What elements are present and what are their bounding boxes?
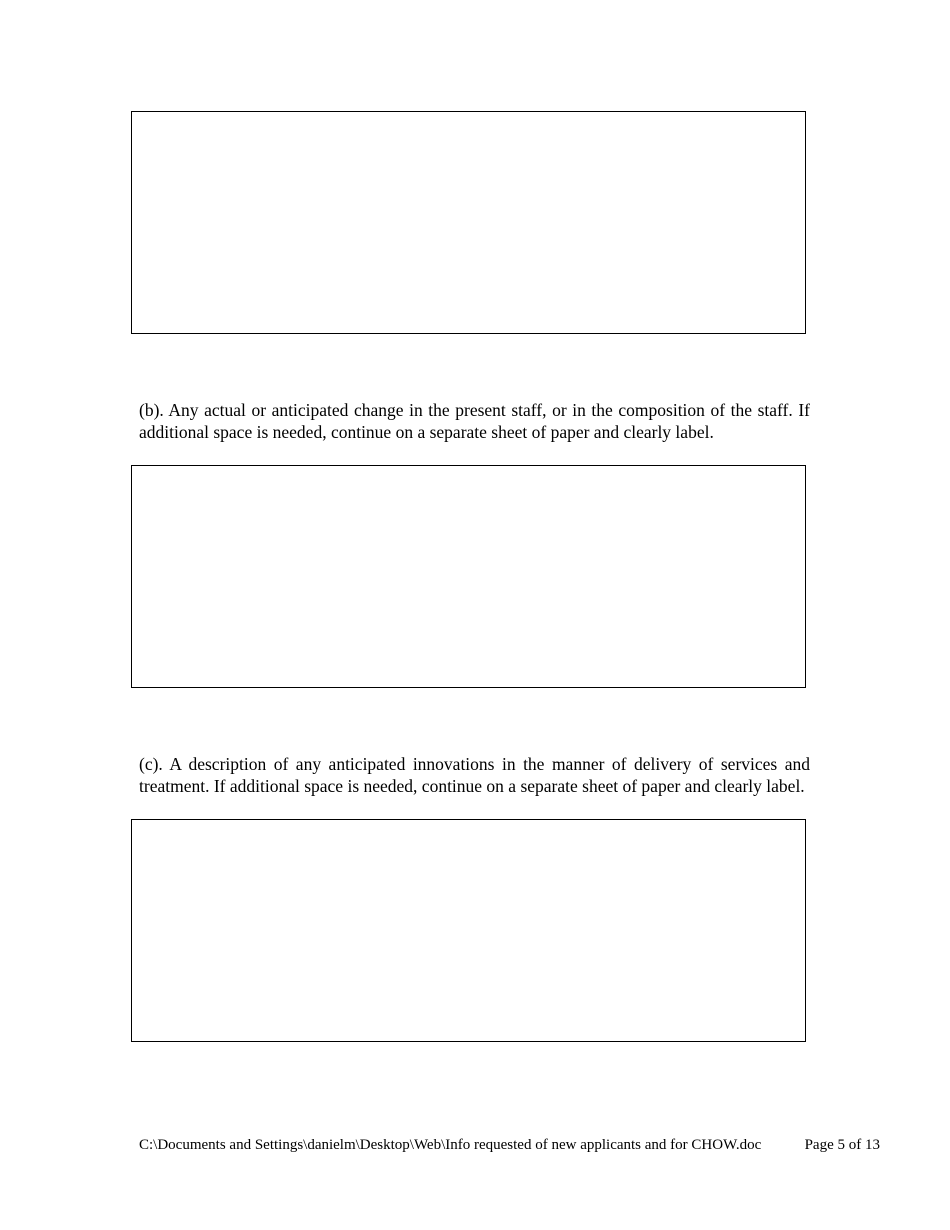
footer-page-number: Page 5 of 13 bbox=[804, 1137, 880, 1153]
page-footer bbox=[139, 1136, 880, 1154]
answer-box-a[interactable] bbox=[131, 111, 806, 334]
question-c-text: (c). A description of any anticipated innovations in the manner of delivery of services and treatment. If additional space is needed, continue on a separate sheet of paper and clearly label. bbox=[139, 754, 810, 796]
answer-box-b[interactable] bbox=[131, 465, 806, 688]
question-b-text: (b). Any actual or anticipated change in the present staff, or in the composition of the staff. If additional space is needed, continue on a separate sheet of paper and clearly label. bbox=[139, 400, 810, 442]
answer-box-c[interactable] bbox=[131, 819, 806, 1042]
footer-file-path: C:\Documents and Settings\danielm\Desktop\Web\Info requested of new applicants and for CHOW.doc bbox=[139, 1137, 762, 1153]
